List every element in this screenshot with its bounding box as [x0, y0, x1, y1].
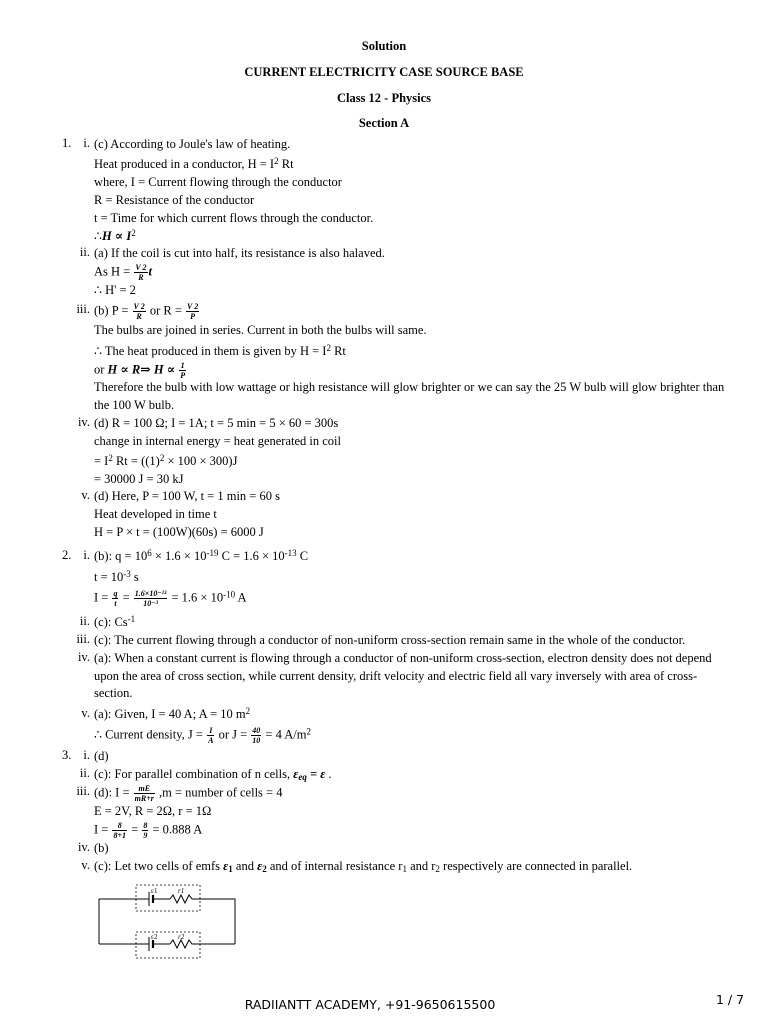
q2-iv-answer-line1: (a): When a constant current is flowing through a conductor of non-uniform cross-section, electron density does not depend — [94, 651, 712, 665]
q1-ii-answer: (a) If the coil is cut into half, its resistance is also halaved. — [94, 246, 385, 260]
cell2-resistor-symbol — [170, 940, 200, 948]
q3-iii-values: E = 2V, R = 2Ω, r = 1Ω — [94, 804, 212, 818]
q2-ii-answer: (c): $Cs^{-1}$ — [94, 614, 136, 629]
class-line: Class 12 - Physics — [336, 91, 432, 105]
q3-iii-formula: (d): I = $\frac{mE}{mR+r}$ ,m = number of cells = 4 — [94, 784, 283, 803]
q1-i-resistance: R = Resistance of the conductor — [94, 193, 255, 207]
cell1-resistor-symbol — [170, 895, 200, 903]
circuit-label-r2: r2 — [178, 933, 185, 941]
q2-roman-ii: ii. — [79, 614, 90, 628]
q1-iii-conclusion-line1: Therefore the bulb with low wattage or high resistance will glow brighter or we can say the 25 W bulb will glow brighter than — [94, 380, 725, 394]
q1-roman-iii: iii. — [76, 302, 90, 316]
q1-iii-conclusion-line2: the 100 W bulb. — [94, 398, 175, 412]
solution-heading: Solution — [361, 39, 407, 53]
circuit-label-e1: ε1 — [151, 887, 158, 895]
q1-iv-change: change in internal energy = heat generated in coil — [94, 434, 341, 448]
q1-i-answer: (c) According to Joule's law of heating. — [94, 137, 291, 151]
q1-roman-v: v. — [81, 488, 90, 502]
question-number-1: 1. — [62, 136, 72, 150]
q3-iii-result: I = $\frac{8}{8+1}$ = $\frac{8}{9}$ = 0.888 A — [94, 821, 203, 840]
q1-iii-heat: ∴ The heat produced in them is given by $H = I^2$ Rt — [94, 343, 346, 358]
parallel-cells-circuit-diagram — [96, 882, 241, 962]
q2-i-charge: (b): $q = 10^6 \times 1.6 \times 10^{-19}$ $C = 1.6 \times 10^{-13}$ C — [94, 548, 309, 563]
q1-i-where: where, I = Current flowing through the conductor — [94, 175, 342, 189]
section-heading: Section A — [358, 116, 410, 130]
q1-ii-result: ∴ H' = 2 — [94, 283, 136, 297]
q2-v-given: (a): Given, I = 40 A; A = 10 $m^2$ — [94, 706, 251, 721]
q1-iii-proportionality: or H ∝ R⇒ H ∝ $\frac{1}{P}$ — [94, 361, 186, 380]
question-number-2: 2. — [62, 548, 72, 562]
q2-iv-answer-line3: section. — [94, 686, 133, 700]
q3-i-answer: (d) — [94, 749, 109, 763]
q3-roman-i: i. — [83, 748, 90, 762]
q1-iv-equation1: = $I^2$ $Rt = ((1)^2 \times 100 \times 300)J$ — [94, 453, 238, 468]
circuit-label-e2: ε2 — [151, 933, 158, 941]
q2-iv-answer-line2: upon the area of cross section, while current density, drift velocity and electric field all vary inversely with area of cross- — [94, 669, 698, 683]
q2-i-current: I = $\frac{q}{t}$ = $\frac{\text{1.6×10⁻¹³}}{\text{10⁻³}}$ = $1.6 \times 10^{-10}$ A — [94, 589, 247, 608]
q2-roman-i: i. — [83, 548, 90, 562]
q1-v-heat: Heat developed in time t — [94, 507, 217, 521]
q1-iv-equation2: = 30000 J = 30 kJ — [94, 472, 184, 486]
q1-iii-series: The bulbs are joined in series. Current in both the bulbs will same. — [94, 323, 427, 337]
q2-iii-answer: (c): The current flowing through a conductor of non-uniform cross-section remain same in the whole of the conductor. — [94, 633, 686, 647]
footer-academy: RADIIANTT ACADEMY, +91-9650615500 — [244, 997, 496, 1012]
q1-i-heat-formula: Heat produced in a conductor, $H = I^2$ Rt — [94, 156, 294, 171]
q1-iv-answer: (d) R = 100 Ω; I = 1A; t = 5 min = 5 × 60 = 300s — [94, 416, 339, 430]
q2-roman-iii: iii. — [76, 632, 90, 646]
q1-roman-i: i. — [83, 136, 90, 150]
q1-ii-formula: As H = $\frac{V 2}{R}$ t — [94, 263, 153, 282]
q2-v-current-density: ∴ Current density, J = $\frac{I}{A}$ or J = $\frac{40}{10}$ = 4 $A/m^2$ — [94, 726, 311, 745]
q1-v-equation: H = P × t = (100W)(60s) = 6000 J — [94, 525, 264, 539]
q3-v-answer: (c): Let two cells of emfs $\varepsilon_1$ and $\varepsilon_2$ and of internal resistance $r_1$ and $r_2$ respectively are connected in parallel. — [94, 859, 633, 874]
q1-roman-ii: ii. — [79, 245, 90, 259]
q3-roman-ii: ii. — [79, 766, 90, 780]
q1-i-time: t = Time for which current flows through the conductor. — [94, 211, 374, 225]
q3-roman-iv: iv. — [77, 840, 90, 854]
question-number-3: 3. — [62, 748, 72, 762]
q1-v-answer: (d) Here, P = 100 W, t = 1 min = 60 s — [94, 489, 280, 503]
q1-i-proportionality: ∴H ∝ $I^2$ — [94, 228, 136, 243]
q1-roman-iv: iv. — [77, 415, 90, 429]
q3-iv-answer: (b) — [94, 841, 109, 855]
circuit-outer-wires — [99, 899, 235, 944]
q3-roman-v: v. — [81, 858, 90, 872]
q3-ii-answer: (c): For parallel combination of n cells, $\varepsilon_{eq} = \varepsilon$ . — [94, 767, 332, 782]
page-number: 1 / 7 — [716, 992, 745, 1007]
circuit-label-r1: r1 — [178, 887, 185, 895]
cell2-dashed-box — [136, 932, 200, 958]
q2-roman-v: v. — [81, 706, 90, 720]
q3-roman-iii: iii. — [76, 784, 90, 798]
document-title: CURRENT ELECTRICITY CASE SOURCE BASE — [244, 65, 524, 79]
cell1-dashed-box — [136, 885, 200, 911]
q2-i-time: $t = 10^{-3}$ s — [94, 569, 139, 584]
q2-roman-iv: iv. — [77, 650, 90, 664]
q1-iii-answer: (b) P = $\frac{V 2}{R}$ or R = $\frac{V 2}{P}$ — [94, 302, 199, 321]
